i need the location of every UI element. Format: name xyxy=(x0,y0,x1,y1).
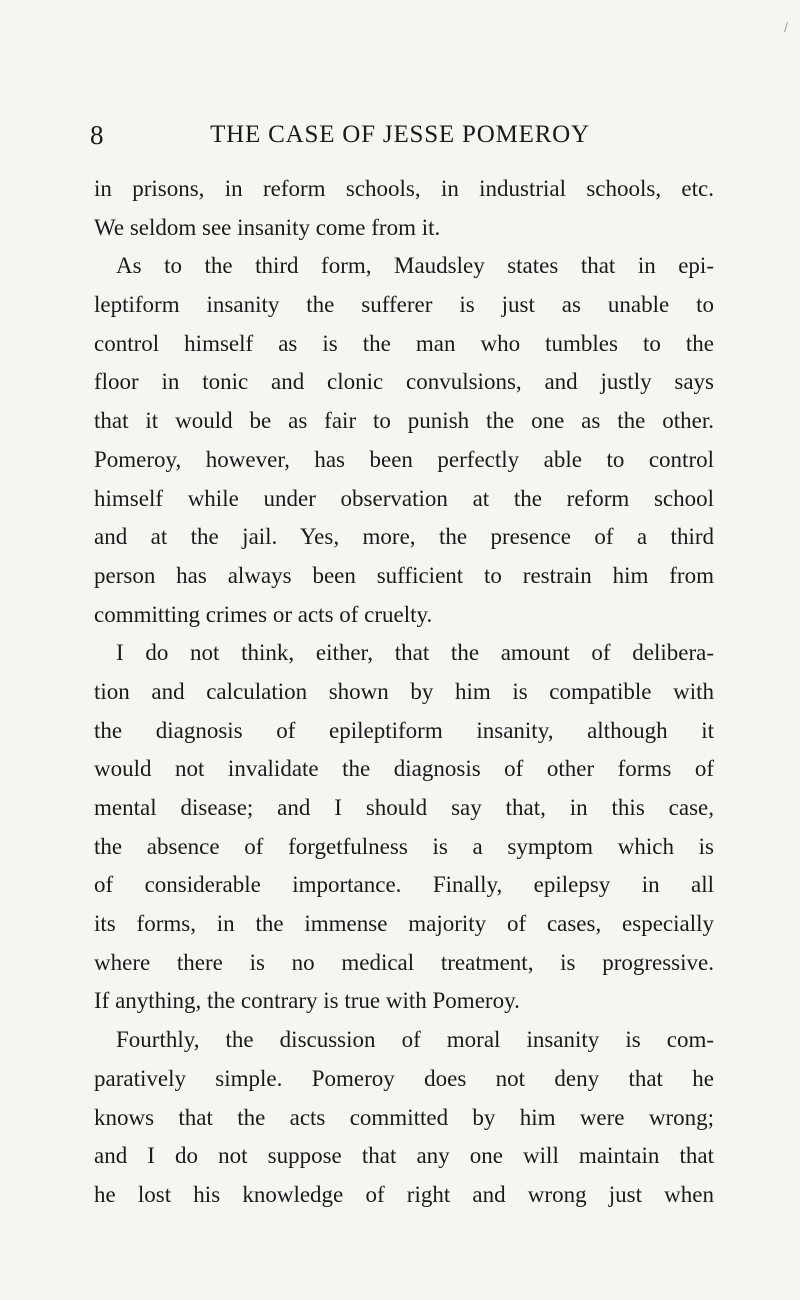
text-line: tion and calculation shown by him is compatible with xyxy=(94,678,714,704)
text-line: the diagnosis of epileptiform insanity, although it xyxy=(94,717,714,743)
text-line: leptiform insanity the sufferer is just as unable to xyxy=(94,292,714,318)
page-number: 8 xyxy=(90,120,104,150)
text-line: the absence of forgetfulness is a symptom which is xyxy=(94,833,714,859)
text-line: knows that the acts committed by him were wrong; xyxy=(94,1104,714,1130)
text-line: As to the third form, Maudsley states that in epi- xyxy=(116,253,714,279)
corner-mark: / xyxy=(783,20,788,34)
text-line: We seldom see insanity come from it. xyxy=(94,214,441,240)
text-line: that it would be as fair to punish the one as the other. xyxy=(94,408,714,434)
running-title: THE CASE OF JESSE POMEROY xyxy=(210,121,590,148)
text-line: where there is no medical treatment, is progressive. xyxy=(94,949,714,975)
text-line: he lost his knowledge of right and wrong just when xyxy=(94,1181,714,1207)
running-head xyxy=(90,118,710,158)
text-line: himself while under observation at the reform school xyxy=(94,485,714,511)
text-line: would not invalidate the diagnosis of other forms of xyxy=(94,756,714,782)
text-line: floor in tonic and clonic convulsions, and justly says xyxy=(94,369,714,395)
text-line: I do not think, either, that the amount of delibera- xyxy=(116,640,714,666)
text-line: If anything, the contrary is true with Pomeroy. xyxy=(94,988,520,1014)
text-line: committing crimes or acts of cruelty. xyxy=(94,601,433,627)
text-line: mental disease; and I should say that, in this case, xyxy=(94,795,714,820)
text-line: person has always been sufficient to restrain him from xyxy=(94,562,714,588)
text-line: Pomeroy, however, has been perfectly able to control xyxy=(94,446,714,472)
text-line: and at the jail. Yes, more, the presence of a third xyxy=(94,524,714,550)
body-text xyxy=(94,170,714,1215)
text-line: paratively simple. Pomeroy does not deny that he xyxy=(94,1065,714,1091)
text-line: of considerable importance. Finally, epilepsy in all xyxy=(94,872,714,898)
text-line: Fourthly, the discussion of moral insanity is com- xyxy=(116,1027,714,1053)
text-line: and I do not suppose that any one will maintain that xyxy=(94,1143,714,1169)
text-line: control himself as is the man who tumbles to the xyxy=(94,330,714,356)
text-line: its forms, in the immense majority of cases, especially xyxy=(94,911,714,937)
text-line: in prisons, in reform schools, in industrial schools, etc. xyxy=(94,176,714,201)
